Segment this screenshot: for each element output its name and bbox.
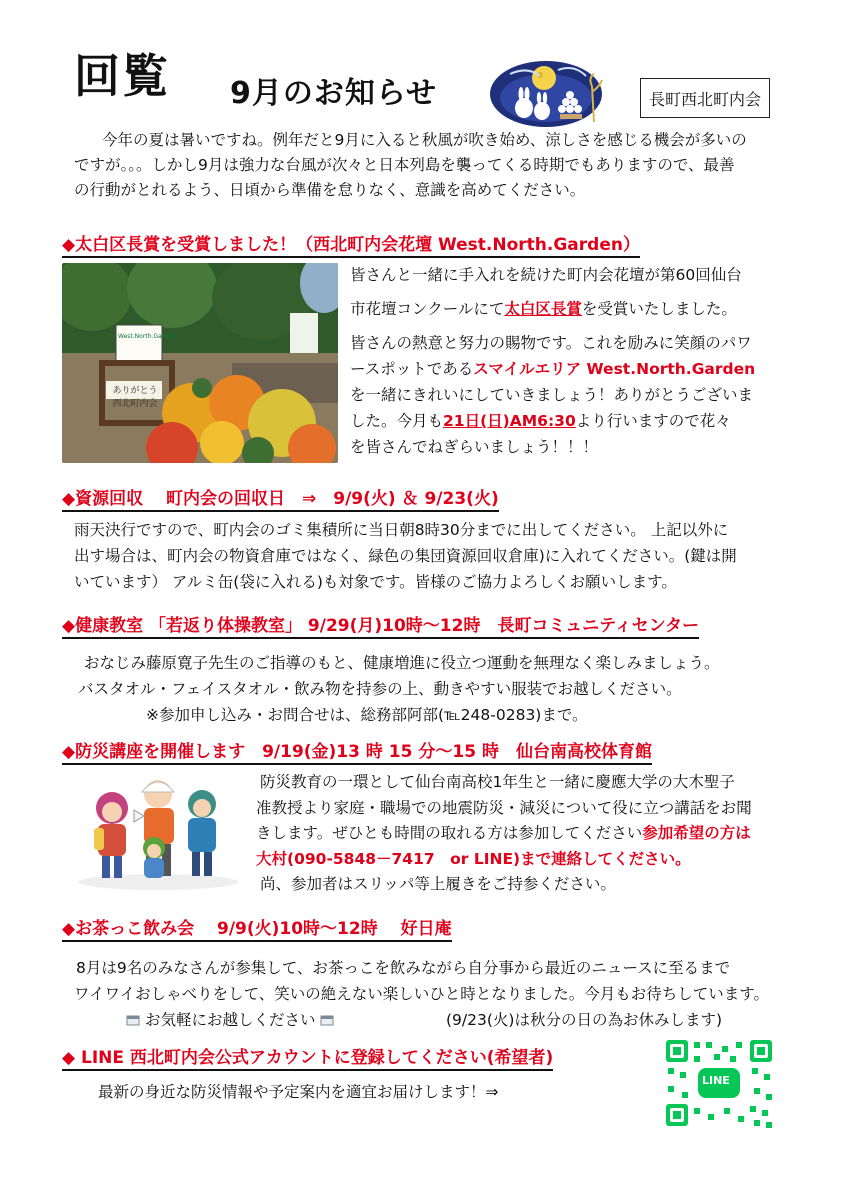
- association-name: 長町西北町内会: [648, 89, 761, 109]
- tea-welcome-text: お気軽にお越しください: [144, 1011, 316, 1029]
- line-heading-text: ◆ LINE 西北町内会公式アカウントに登録してください(希望者): [62, 1048, 553, 1071]
- health-line: ※参加申し込み・お問合せは、総務部阿部(℡248-0283)まで。: [146, 706, 588, 724]
- recycling-line: いています） アルミ缶(袋に入れる)も対象です。皆様のご協力よろしくお願いします。: [74, 573, 677, 591]
- award-highlight: 太白区長賞: [504, 300, 582, 318]
- award-line-text: した。今月も: [350, 412, 444, 430]
- disaster-line: 准教授より家庭・職場での地震防災・減災について役に立つ講話をお聞: [256, 798, 752, 817]
- health-line: バスタオル・フェイスタオル・飲み物を持参の上、動きやすい服装でお越しください。: [78, 680, 682, 698]
- award-line: 皆さんと一緒に手入れを続けた町内会花壇が第60回仙台: [350, 266, 742, 284]
- disaster-contact-highlight: 参加希望の方は: [642, 824, 751, 842]
- tea-holiday-note: (9/23(火)は秋分の日の為お休みします): [446, 1011, 722, 1029]
- award-line-text: より行いますので花々: [575, 412, 731, 430]
- garden-photo: [62, 263, 338, 463]
- date-highlight: 21日(日)AM6:30: [443, 412, 576, 430]
- tea-heading-text: ◆お茶っこ飲み会 9/9(火)10時～12時 好日庵: [62, 919, 452, 942]
- health-body: [78, 650, 784, 728]
- disaster-contact-line: 大村(090-5848－7417 or LINE)まで連絡してください。: [256, 849, 691, 868]
- photo-banner-text: West.North.Garden: [118, 333, 176, 340]
- award-line: を一緒にきれいにしていきましょう！ありがとうございま: [350, 386, 754, 404]
- tea-welcome: [126, 1007, 334, 1033]
- moon-rabbit-icon: [488, 56, 610, 128]
- recycling-heading: [62, 484, 499, 509]
- award-line: [350, 408, 790, 434]
- disaster-line: 尚、参加者はスリッパ等上履きをご持参ください。: [260, 875, 616, 893]
- award-line: [350, 296, 790, 322]
- tea-body: [74, 955, 804, 1033]
- qr-line-label: LINE: [702, 1074, 730, 1087]
- health-heading: [62, 611, 699, 636]
- disaster-line: 防災教育の一環として仙台南高校1年生と一緒に慶應大学の大木聖子: [260, 773, 735, 791]
- month-title: 9月のお知らせ: [230, 76, 437, 111]
- calendar-icon: [126, 1014, 140, 1026]
- award-line: [350, 356, 790, 382]
- award-line-text: を受賞いたしました。: [581, 300, 737, 318]
- tea-line: [74, 1007, 804, 1033]
- calendar-icon: [320, 1014, 334, 1026]
- award-body: [350, 262, 790, 460]
- intro-paragraph: [74, 128, 794, 203]
- disaster-body: [256, 770, 796, 898]
- health-heading-text: ◆健康教室 「若返り体操教室」 9/29(月)10時～12時 長町コミュニティセンター: [62, 616, 699, 639]
- disaster-line: [256, 821, 796, 847]
- association-name-box: [640, 78, 770, 118]
- recycling-line: 出す場合は、町内会の物資倉庫ではなく、緑色の集団資源回収倉庫)に入れてください。(鍵は開: [74, 547, 737, 565]
- circular-title: 回覧: [74, 49, 170, 103]
- intro-line: 今年の夏は暑いですね。例年だと9月に入ると秋風が吹き始め、涼しさを感じる機会が多いの: [102, 131, 747, 149]
- tea-line: ワイワイおしゃべりをして、笑いの絶えない楽しいひと時となりました。今月もお待ちしています。: [74, 985, 770, 1003]
- health-line: おなじみ藤原寛子先生のご指導のもと、健康増進に役立つ運動を無理なく楽しみましょう。: [84, 654, 720, 672]
- intro-line: の行動がとれるよう、日頃から準備を怠りなく、意識を高めてください。: [74, 181, 586, 199]
- smile-area-highlight: スマイルエリア West.North.Garden: [473, 360, 756, 378]
- disaster-line-text: きします。ぜひとも時間の取れる方は参加してください: [256, 824, 643, 842]
- award-heading-text: ◆太白区長賞を受賞しました！（西北町内会花壇 West.North.Garden）: [62, 235, 640, 258]
- recycling-body: [74, 517, 794, 595]
- tea-heading: [62, 914, 452, 939]
- line-body: 最新の身近な防災情報や予定案内を適宜お届けします！⇒: [98, 1083, 499, 1101]
- award-line-text: 市花壇コンクールにて: [350, 300, 505, 318]
- photo-sign-text: ありがとう 西北町内会: [112, 386, 158, 409]
- evacuating-children-illustration: [74, 770, 242, 892]
- tea-line: 8月は9名のみなさんが参集して、お茶っこを飲みながら自分事から最近のニュースに至るまで: [76, 959, 731, 977]
- award-line-text: ースポットである: [350, 360, 474, 378]
- line-heading: [62, 1043, 553, 1068]
- disaster-heading-text: ◆防災講座を開催します 9/19(金)13 時 15 分～15 時 仙台南高校体育館: [62, 742, 652, 765]
- award-line: 皆さんの熱意と努力の賜物です。これを励みに笑顔のパワ: [350, 334, 752, 352]
- award-line: を皆さんでねぎらいましょう！！！: [350, 438, 599, 456]
- recycling-heading-text: ◆資源回収 町内会の回収日 ⇒ 9/9(火) ＆ 9/23(火): [62, 489, 499, 512]
- recycling-line: 雨天決行ですので、町内会のゴミ集積所に当日朝8時30分までに出してください。 上記以外に: [74, 521, 729, 539]
- award-heading: [62, 230, 640, 255]
- intro-line: ですが。。。しかし9月は強力な台風が次々と日本列島を襲ってくる時期でもありますので、最善: [74, 156, 735, 174]
- disaster-heading: [62, 737, 652, 762]
